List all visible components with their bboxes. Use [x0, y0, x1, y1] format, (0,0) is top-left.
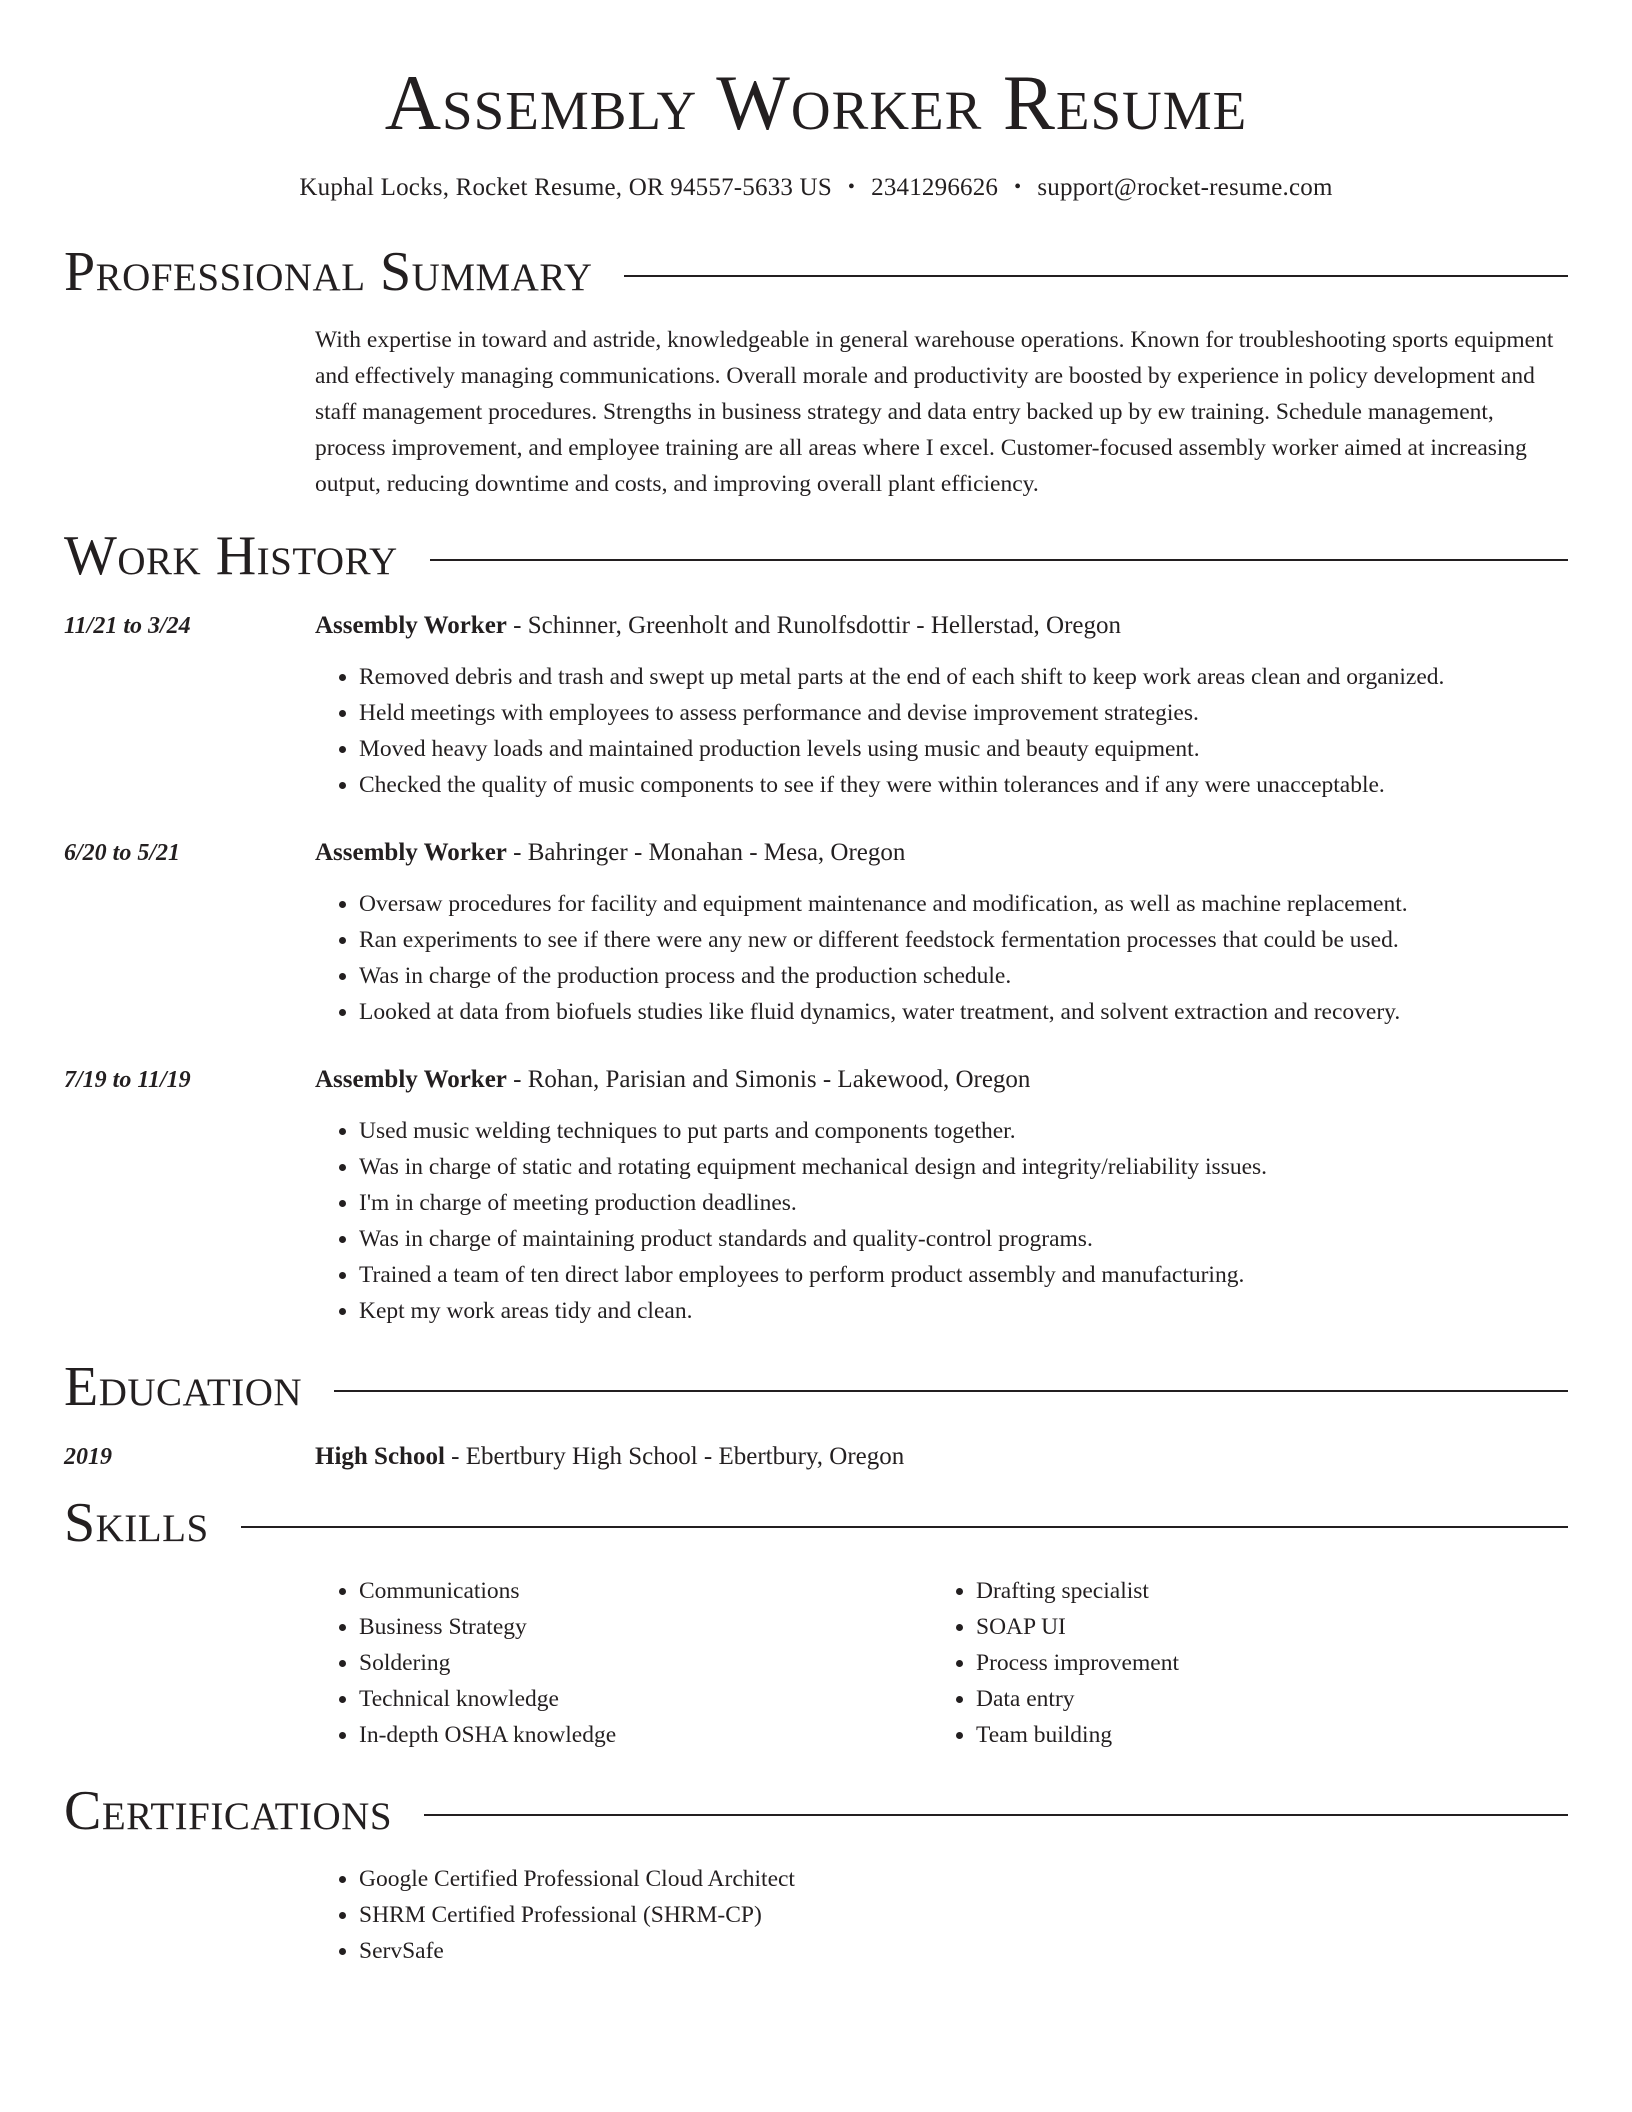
- skill-item: • SOAP UI: [976, 1609, 1549, 1645]
- job-bullets: [315, 1113, 1568, 1329]
- job-bullet: • Removed debris and trash and swept up metal parts at the end of each shift to keep work areas clean and organized.: [359, 659, 1568, 695]
- job-body: [315, 835, 1568, 1030]
- job-bullet: • Held meetings with employees to assess performance and devise improvement strategies.: [359, 695, 1568, 731]
- job-dates: 6/20 to 5/21: [64, 840, 181, 866]
- certifications-column: [315, 1861, 1215, 1969]
- summary-heading-row: [64, 240, 1568, 304]
- job-bullets: [315, 886, 1568, 1030]
- contact-separator: •: [1014, 176, 1022, 198]
- job-bullet: • Ran experiments to see if there were any new or different feedstock fermentation processes that could be used.: [359, 922, 1568, 958]
- job-details: - Bahringer - Monahan - Mesa, Oregon: [506, 839, 906, 866]
- job-entry: [64, 835, 1568, 1030]
- section-divider: [424, 1814, 1568, 1816]
- certification-item: • Google Certified Professional Cloud Architect: [359, 1861, 1215, 1897]
- job-dates: 11/21 to 3/24: [64, 613, 191, 639]
- education-year: 2019: [64, 1444, 112, 1470]
- education-body: [315, 1439, 1568, 1475]
- job-bullet: • Trained a team of ten direct labor employees to perform product assembly and manufacturing.: [359, 1257, 1568, 1293]
- skill-item: • Business Strategy: [359, 1609, 932, 1645]
- contact-email[interactable]: support@rocket-resume.com: [1037, 174, 1333, 201]
- job-entry: [64, 1062, 1568, 1329]
- job-details: - Rohan, Parisian and Simonis - Lakewood, Oregon: [506, 1066, 1031, 1093]
- job-entry: [64, 608, 1568, 803]
- section-divider: [334, 1390, 1568, 1392]
- skill-item: • Data entry: [976, 1681, 1549, 1717]
- work-heading-row: [64, 524, 1568, 588]
- job-heading: [315, 608, 1568, 644]
- education-heading: Education: [64, 1356, 303, 1418]
- job-dates: 7/19 to 11/19: [64, 1067, 191, 1093]
- skill-item: • Drafting specialist: [976, 1573, 1549, 1609]
- job-bullet: • Was in charge of the production process and the production schedule.: [359, 958, 1568, 994]
- skills-column-left: [315, 1573, 932, 1753]
- job-bullet: • Was in charge of static and rotating equipment mechanical design and integrity/reliability issues.: [359, 1149, 1568, 1185]
- summary-text: With expertise in toward and astride, knowledgeable in general warehouse operations. Known for troubleshooting sports equipment and effectively managing communications. Overall morale and productivity are boosted by experience in policy development and staff management procedures. Strengths in business strategy and data entry backed up by ew training. Schedule management, process improvement, and employee training are all areas where I excel. Customer-focused assembly worker aimed at increasing output, reducing downtime and costs, and improving overall plant efficiency.: [315, 327, 1554, 497]
- skills-list: [315, 1573, 932, 1753]
- job-bullet: • Oversaw procedures for facility and equipment maintenance and modification, as well as machine replacement.: [359, 886, 1568, 922]
- contact-address: Kuphal Locks, Rocket Resume, OR 94557-5633 US: [299, 174, 832, 201]
- resume-page: [64, 0, 1568, 1969]
- skill-item: • Soldering: [359, 1645, 932, 1681]
- summary-heading: Professional Summary: [64, 241, 593, 303]
- job-title: Assembly Worker: [315, 612, 507, 639]
- certifications-heading-row: [64, 1779, 1568, 1843]
- education-degree: High School: [315, 1443, 445, 1470]
- certification-item: • SHRM Certified Professional (SHRM-CP): [359, 1897, 1215, 1933]
- skills-heading: Skills: [64, 1492, 209, 1554]
- job-title: Assembly Worker: [315, 1066, 507, 1093]
- job-bullet: • Moved heavy loads and maintained production levels using music and beauty equipment.: [359, 731, 1568, 767]
- certifications-list: [315, 1861, 1215, 1969]
- job-bullet: • Was in charge of maintaining product standards and quality-control programs.: [359, 1221, 1568, 1257]
- certifications-heading: Certifications: [64, 1780, 393, 1842]
- section-divider: [241, 1526, 1568, 1528]
- education-heading-line: [315, 1439, 1568, 1475]
- job-heading: [315, 835, 1568, 871]
- job-details: - Schinner, Greenholt and Runolfsdottir - Hellerstad, Oregon: [506, 612, 1122, 639]
- job-title: Assembly Worker: [315, 839, 507, 866]
- job-bullet: • Kept my work areas tidy and clean.: [359, 1293, 1568, 1329]
- job-bullet: • Checked the quality of music components to see if they were within tolerances and if any were unacceptable.: [359, 767, 1568, 803]
- section-divider: [624, 275, 1568, 277]
- skills-heading-row: [64, 1491, 1568, 1555]
- job-body: [315, 608, 1568, 803]
- contact-phone: 2341296626: [871, 174, 999, 201]
- job-bullet: • Looked at data from biofuels studies like fluid dynamics, water treatment, and solvent extraction and recovery.: [359, 994, 1568, 1030]
- job-bullet: • I'm in charge of meeting production deadlines.: [359, 1185, 1568, 1221]
- job-heading: [315, 1062, 1568, 1098]
- contact-line: [64, 174, 1568, 202]
- education-details: - Ebertbury High School - Ebertbury, Oregon: [444, 1443, 905, 1470]
- job-body: [315, 1062, 1568, 1329]
- work-heading: Work History: [64, 525, 398, 587]
- resume-title: Assembly Worker Resume: [384, 59, 1248, 146]
- education-heading-row: [64, 1355, 1568, 1419]
- skills-column-right: [932, 1573, 1549, 1753]
- skill-item: • Communications: [359, 1573, 932, 1609]
- skills-grid: [315, 1573, 1568, 1753]
- certifications-block: [315, 1861, 1568, 1969]
- contact-separator: •: [847, 176, 856, 198]
- skill-item: • Team building: [976, 1717, 1549, 1753]
- skill-item: • Technical knowledge: [359, 1681, 932, 1717]
- job-bullets: [315, 659, 1568, 803]
- section-divider: [430, 559, 1568, 561]
- certification-item: • ServSafe: [359, 1933, 1215, 1969]
- skill-item: • In-depth OSHA knowledge: [359, 1717, 932, 1753]
- job-bullet: • Used music welding techniques to put parts and components together.: [359, 1113, 1568, 1149]
- skills-list: [932, 1573, 1549, 1753]
- skill-item: • Process improvement: [976, 1645, 1549, 1681]
- education-entry: [64, 1439, 1568, 1475]
